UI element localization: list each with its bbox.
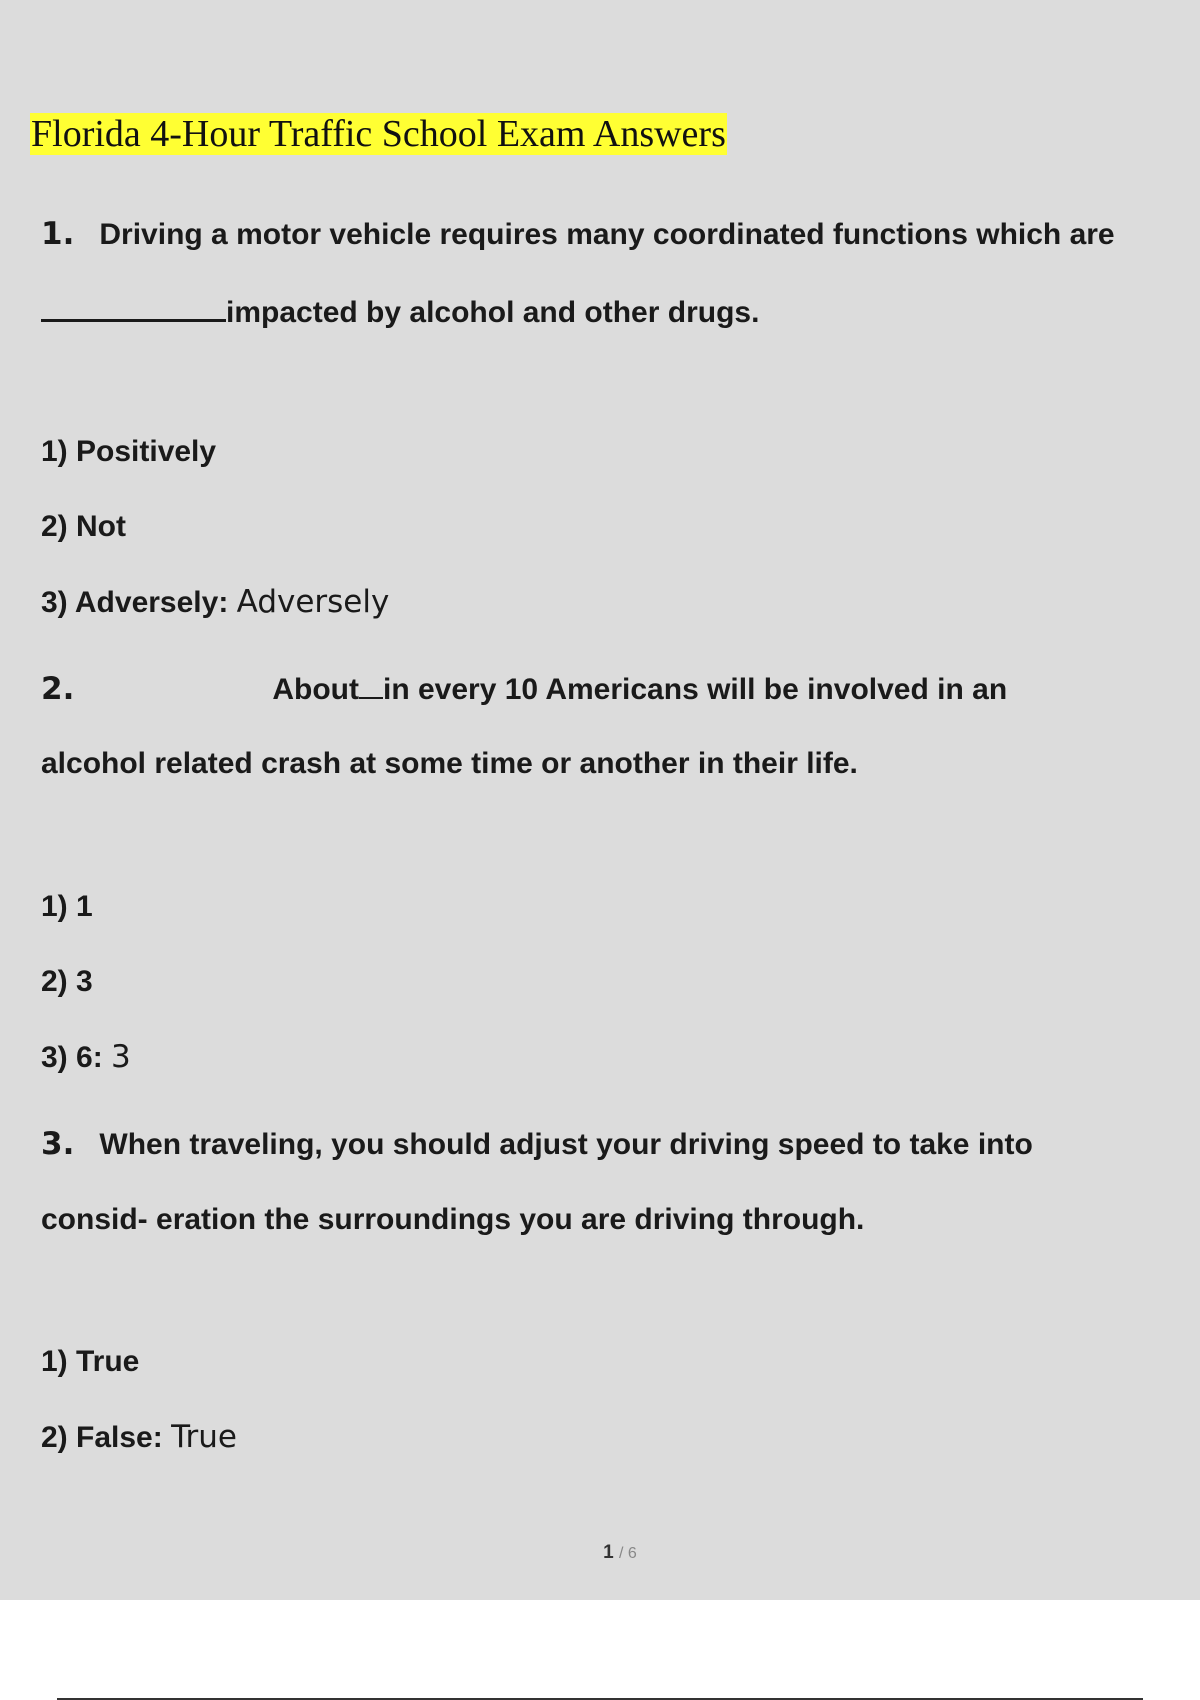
question-1-text: [41, 214, 1115, 255]
page-indicator: [0, 1542, 1200, 1564]
current-page: 1: [603, 1542, 614, 1563]
answer-text: True: [171, 1419, 237, 1455]
option-item: 2) Not: [41, 510, 126, 543]
question-1-text-continued: [41, 289, 759, 333]
question-number: 3.: [41, 1126, 75, 1162]
question-3-text-continued: [41, 1200, 864, 1240]
option-item: 1) Positively: [41, 435, 217, 468]
question-text-line: alcohol related crash at some time or another in their life.: [41, 747, 858, 780]
question-number: 1.: [41, 216, 75, 252]
answer-text: Adversely: [236, 584, 390, 620]
option-item-correct: 3) 6: 3: [41, 1039, 131, 1075]
answer-blank: [359, 671, 383, 699]
question-text-line: consid- eration the surroundings you are driving through.: [41, 1203, 865, 1236]
document-title: [30, 108, 727, 160]
question-2-text: [41, 669, 1007, 710]
question-text-line: impacted by alcohol and other drugs.: [226, 296, 760, 329]
option-item-correct: 3) Adversely: Adversely: [41, 584, 390, 620]
question-3-text: [41, 1124, 1033, 1165]
highlighted-title: Florida 4-Hour Traffic School Exam Answers: [31, 113, 726, 155]
option-item-correct: 2) False: True: [41, 1419, 237, 1455]
answer-blank: [41, 289, 226, 322]
total-pages: / 6: [619, 1545, 637, 1562]
question-number: 2.: [41, 671, 75, 707]
question-text-line: Driving a motor vehicle requires many coordinated functions which are: [99, 218, 1115, 251]
question-text-line: When traveling, you should adjust your driving speed to take into: [99, 1128, 1033, 1161]
option-item: 2) 3: [41, 965, 93, 998]
option-item: 1) 1: [41, 890, 93, 923]
answer-text: 3: [111, 1039, 131, 1075]
question-2-text-continued: [41, 744, 858, 784]
option-item: 1) True: [41, 1345, 140, 1378]
question-text-line: About: [272, 673, 359, 706]
question-text-line: in every 10 Americans will be involved in an: [383, 673, 1008, 706]
